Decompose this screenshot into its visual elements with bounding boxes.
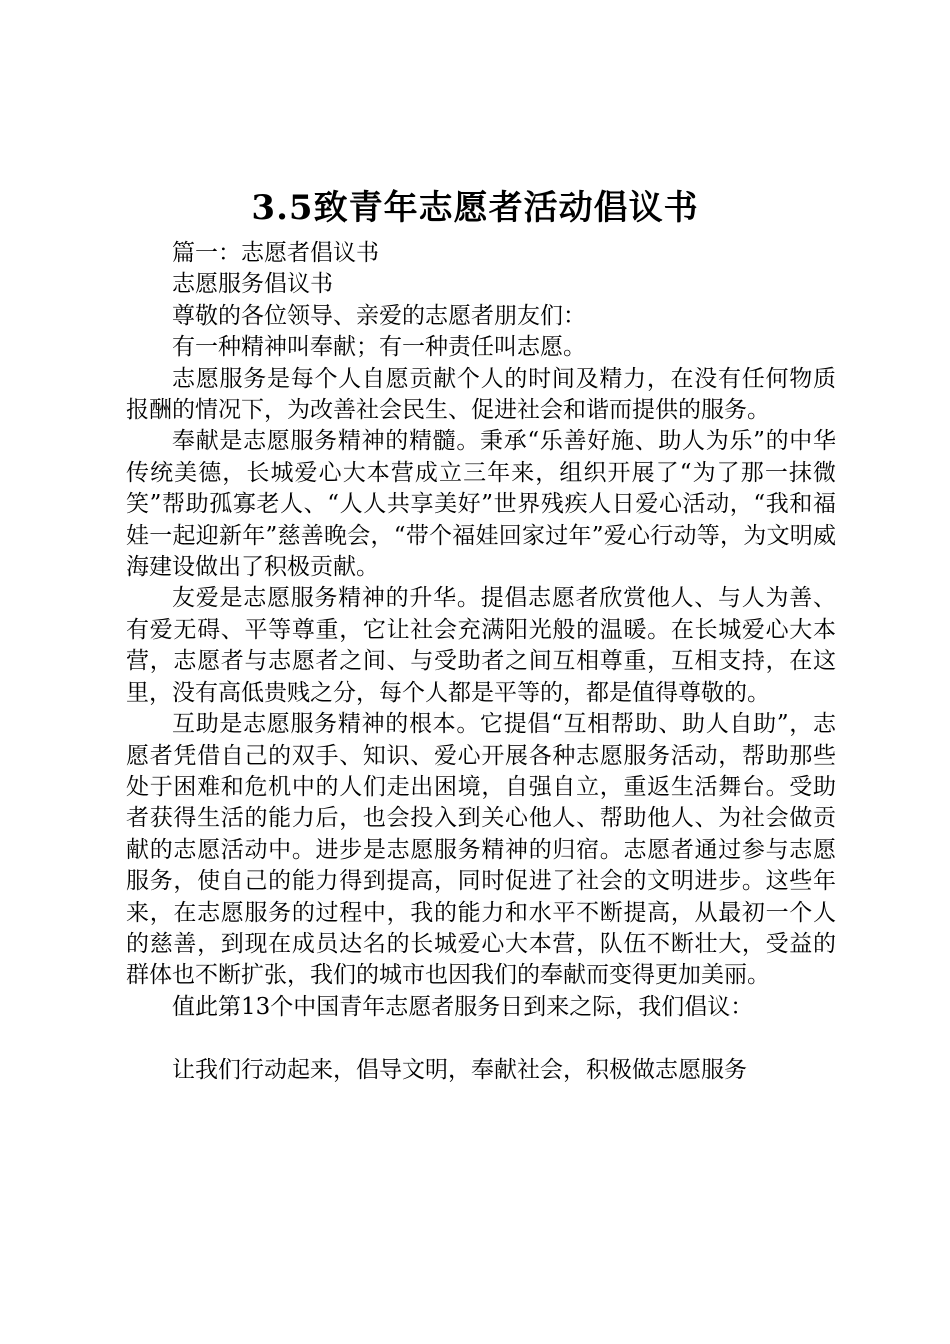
paragraph-proposal-intro: 值此第13个中国青年志愿者服务日到来之际，我们倡议： xyxy=(172,993,754,1020)
paragraph-salutation: 尊敬的各位领导、亲爱的志愿者朋友们： xyxy=(172,302,586,329)
paragraph-dedication: 奉献是志愿服务精神的精髓。秉承“乐善好施、助人为乐”的中华传统美德，长城爱心大本营成立三年来，组织开展了“为了那一抹微笑”帮助孤寡老人、“人人共享美好”世界残疾人日爱心活动，“我和福娃一起迎新年”慈善晚会，“带个福娃回家过年”爱心行动等，为文明威海建设做出了积极贡献。 xyxy=(126,428,836,581)
paragraph-definition: 志愿服务是每个人自愿贡献个人的时间及精力，在没有任何物质报酬的情况下，为改善社会民生、促进社会和谐而提供的服务。 xyxy=(126,365,836,424)
paragraph-section-heading: 篇一：志愿者倡议书 xyxy=(172,240,379,266)
paragraph-call-to-action: 让我们行动起来，倡导文明，奉献社会，积极做志愿服务 xyxy=(172,1057,747,1084)
document-body xyxy=(126,238,836,1087)
paragraph-mutual-aid: 互助是志愿服务精神的根本。它提倡“互相帮助、助人自助”，志愿者凭借自己的双手、知识、爱心开展各种志愿服务活动，帮助那些处于困难和危机中的人们走出困境，自强自立，重返生活舞台。受助者获得生活的能力后，也会投入到关心他人、帮助他人、为社会做贡献的志愿活动中。进步是志愿服务精神的归宿。志愿者通过参与志愿服务，使自己的能力得到提高，同时促进了社会的文明进步。这些年来，在志愿服务的过程中，我的能力和水平不断提高，从最初一个人的慈善，到现在成员达名的长城爱心大本营，队伍不断壮大，受益的群体也不断扩张，我们的城市也因我们的奉献而变得更加美丽。 xyxy=(126,711,836,989)
paragraph-fraternity: 友爱是志愿服务精神的升华。提倡志愿者欣赏他人、与人为善、有爱无碍、平等尊重，它让社会充满阳光般的温暖。在长城爱心大本营，志愿者与志愿者之间、与受助者之间互相尊重，互相支持，在这里，没有高低贵贱之分，每个人都是平等的，都是值得尊敬的。 xyxy=(126,585,836,706)
document-title: 3.5致青年志愿者活动倡议书 xyxy=(251,188,699,228)
paragraph-motto: 有一种精神叫奉献；有一种责任叫志愿。 xyxy=(172,334,586,361)
paragraph-subtitle: 志愿服务倡议书 xyxy=(172,271,333,298)
